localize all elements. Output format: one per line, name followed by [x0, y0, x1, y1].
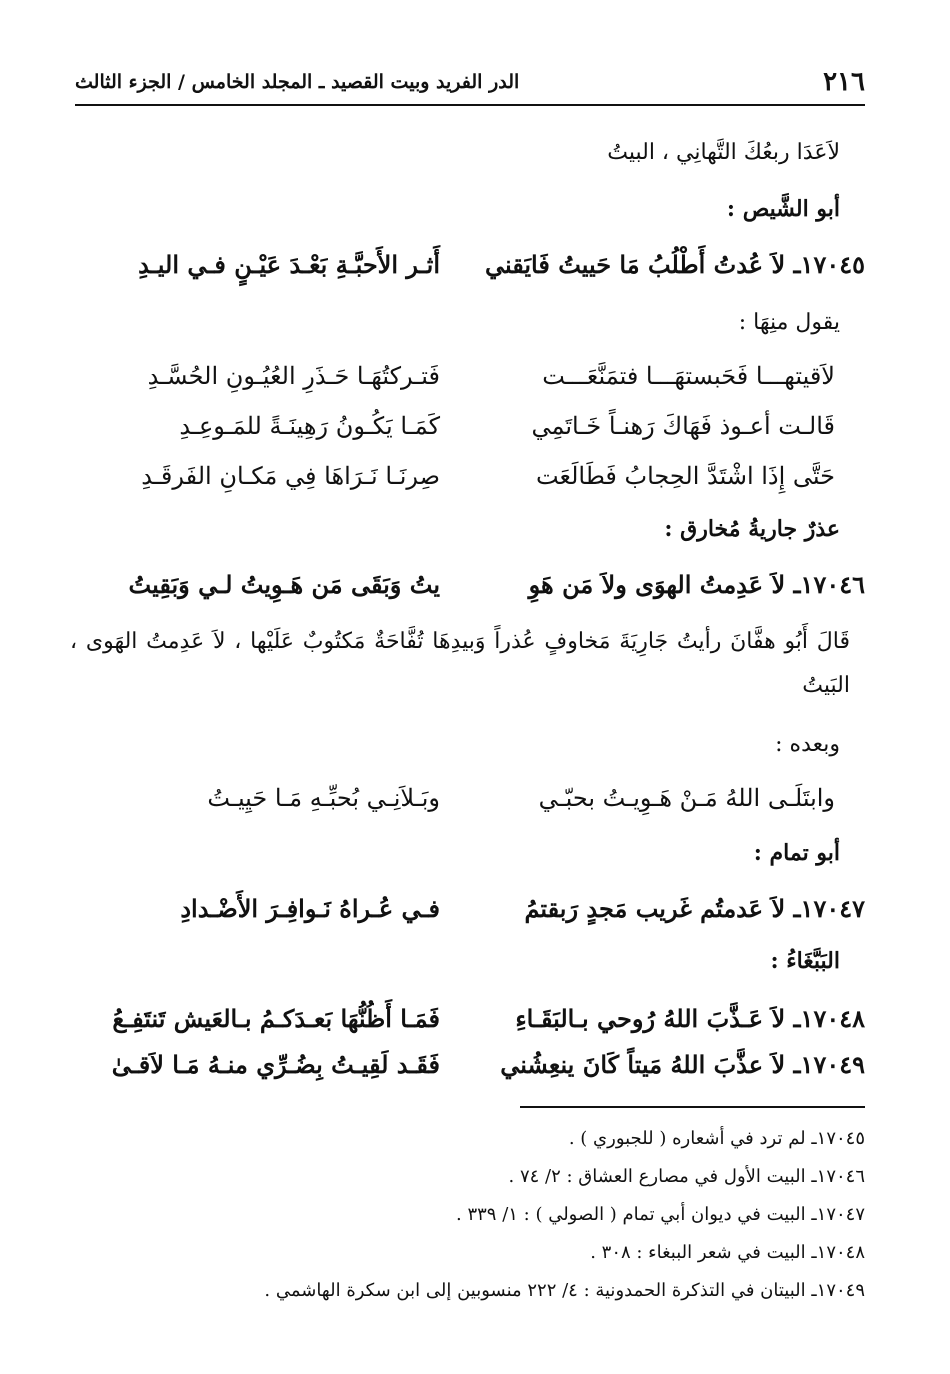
- verse-hemistich-1: قَالـت أعـوذ فَهَاكَ رَهنـاً خَـاتَمِي: [531, 412, 835, 440]
- verse-17048: [80, 1004, 865, 1048]
- verse-hemistich-1: [495, 1004, 865, 1033]
- verse-17047: [80, 894, 865, 938]
- footnote-17049: ١٧٠٤٩ـ البيتان في التذكرة الحمدونية : ٤/ ٢٢٢ منسوبين إلى ابن سكرة الهاشمي .: [264, 1280, 865, 1301]
- poem-line-3: [80, 462, 865, 506]
- says-from-it: يقول منِهَا :: [738, 310, 840, 335]
- page-header: [75, 60, 865, 106]
- verse-hemistich-1: لاَقيتهـــا فَحَبستهَـــا فتمَنَّعَـــت: [542, 362, 835, 390]
- verse-hemistich-1: حَتَّى إِذَا اشْتَدَّ الحِجابُ فَطَالَعَت: [535, 462, 835, 490]
- verse-hemistich-2: فَمَـا أَظُنُّهَا بَعـدَكـمُ بـالعَيش تَنتَفِـعُ: [112, 1004, 440, 1033]
- verse-hemistich-1: وابتَلَـى اللهُ مَـنْ هَـوِيـتُ بحبّـي: [538, 784, 835, 812]
- verse-17045: [80, 250, 865, 294]
- footnote-17046: ١٧٠٤٦ـ البيت الأول في مصارع العشاق : ٢/ ٧٤ .: [508, 1166, 865, 1187]
- verse-number: ١٧٠٤٨ـ: [793, 1004, 865, 1033]
- verse-number: ١٧٠٤٦ـ: [793, 570, 865, 599]
- after-it: وبعده :: [775, 732, 840, 757]
- verse-text: لاَ عُدتُ أَطْلُبُ مَا حَييتُ فَايَقني: [484, 250, 786, 279]
- verse-hemistich-2: وبَـلاَنِـي بُحبِّـهِ مَـا حَيِيـتُ: [207, 784, 440, 812]
- verse-number: ١٧٠٤٩ـ: [793, 1050, 865, 1079]
- verse-hemistich-1: [495, 894, 865, 923]
- verse-hemistich-2: صِرنَـا نَـرَاهَا فِي مَكـانِ الفَرقَـدِ: [141, 462, 440, 490]
- footnote-17045: ١٧٠٤٥ـ لم ترد في أشعاره ( للجبوري ) .: [568, 1128, 865, 1149]
- verse-17049: [80, 1050, 865, 1094]
- verse-hemistich-2: فَقَـد لَقِيـتُ بِضُـرِّي منـهُ مَـا لاَقـىٰ: [111, 1050, 440, 1079]
- poet-abu-al-shis: أبو الشَّيص :: [726, 196, 840, 222]
- anecdote-paragraph: قَالَ أَبُو هفَّانَ رأيتُ جَارِيَةَ مَخاوفٍ عُذراً وَبيدِهَا تُفَّاحَةٌ مَكتُوبٌ عَلَيْها ، لاَ عَدِمتُ الهَوى ، البَيتُ: [70, 629, 850, 698]
- poet-slave-girl: عذرٌ جاريةُ مُخارق :: [664, 516, 840, 542]
- verse-hemistich-1: [495, 570, 865, 599]
- poet-abu-tammam: أبو تمام :: [753, 840, 840, 866]
- verse-number: ١٧٠٤٥ـ: [793, 250, 865, 279]
- verse-text: لاَ عَدِمتُ الهوَى ولاَ مَن هَوِ: [528, 570, 786, 599]
- verse-hemistich-2: كَمَـا يَكُـونُ رَهِينَـةً للمَـوعِـدِ: [179, 412, 440, 440]
- page-number: ٢١٦: [823, 67, 865, 97]
- footnote-17048: ١٧٠٤٨ـ البيت في شعر الببغاء : ٣٠٨ .: [590, 1242, 865, 1263]
- verse-text: لاَ عذَّبَ اللهُ مَيتاً كَانَ ينعِشُني: [500, 1050, 786, 1079]
- poem-line-2: [80, 412, 865, 456]
- verse-hemistich-2: أَثـر الأَحبَّـةِ بَعْـدَ عَيْـنٍ فـي اليـدِ: [138, 250, 440, 279]
- poem-line-1: [80, 362, 865, 406]
- poet-babbagha: البَبَّغَاءُ :: [770, 948, 840, 974]
- verse-hemistich-1: [484, 250, 865, 279]
- running-title: الدر الفريد وبيت القصيد ـ المجلد الخامس / الجزء الثالث: [75, 71, 520, 93]
- intro-line: لاَعَدَا ربعُكَ التَّهانِي ، البيتُ: [607, 140, 840, 165]
- verse-text: لاَ عَـذَّبَ اللهُ رُوحي بـالبَقَـاءِ: [515, 1004, 786, 1033]
- verse-text: لاَ عَدمتُم غَريب مَجدٍ رَبقتمُ: [524, 894, 786, 923]
- verse-number: ١٧٠٤٧ـ: [793, 894, 865, 923]
- verse-hemistich-1: [495, 1050, 865, 1079]
- footnote-17047: ١٧٠٤٧ـ البيت في ديوان أبي تمام ( الصولي ) : ١/ ٣٣٩ .: [456, 1204, 865, 1225]
- verse-after: [80, 784, 865, 828]
- verse-hemistich-2: فَتـركتُهَـا حَـذَرِ العُيُـونِ الحُسَّـدِ: [147, 362, 440, 390]
- footnote-rule: [520, 1106, 865, 1108]
- verse-17046: [80, 570, 865, 614]
- verse-hemistich-2: فـي عُـراهُ نَـوافِـرَ الأَضْـدادِ: [180, 894, 440, 923]
- verse-hemistich-2: يتُ وَبَقَى مَن هَـوِيتُ لـي وَبَقِيتُ: [128, 570, 440, 599]
